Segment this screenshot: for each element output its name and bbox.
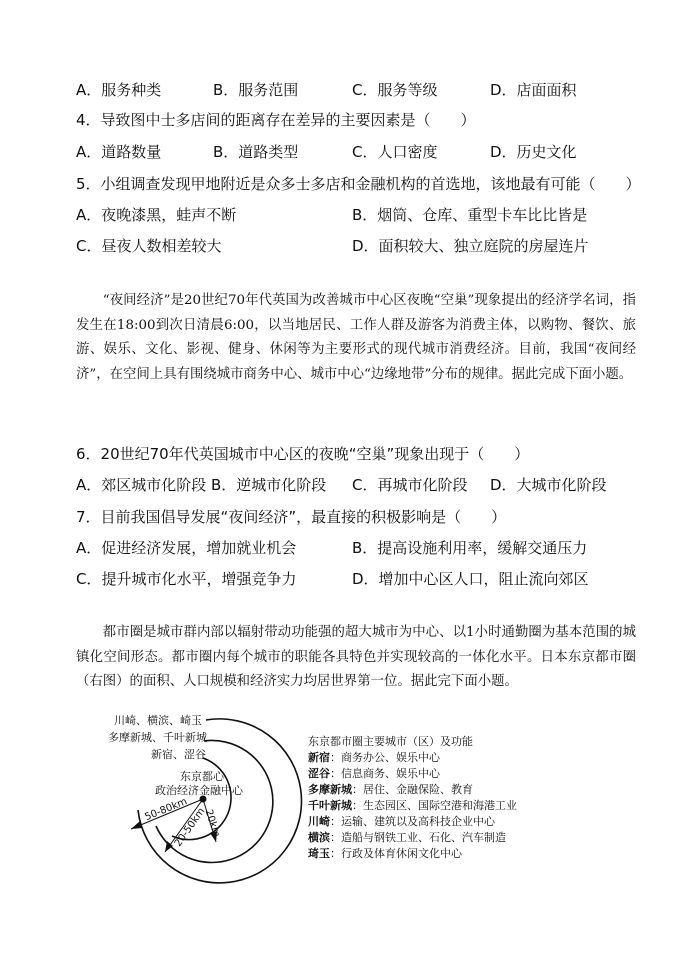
label-tama-chiba: 多摩新城、千叶新城	[108, 731, 207, 744]
legend-item	[308, 846, 517, 862]
legend-item-function: ：信息商务、娱乐中心	[330, 767, 440, 780]
legend-item	[308, 798, 517, 814]
legend-item-name: 横滨	[308, 831, 330, 844]
q6-stem: 6．20世纪70年代英国城市中心区的夜晚“空巢”现象出现于（ ）	[76, 445, 530, 463]
q6-option-d: D．大城市化阶段	[490, 476, 607, 494]
label-20km: 20km	[202, 808, 222, 839]
metro-functions-legend	[308, 734, 517, 862]
legend-item-function: ：生态园区、国际空港和海港工业	[352, 799, 517, 812]
q5-option-c: C．昼夜人数相差较大	[76, 237, 222, 255]
q6-option-b: B．逆城市化阶段	[211, 476, 327, 494]
label-political-economic-center: 政治经济金融中心	[155, 784, 243, 797]
legend-item-name: 多摩新城	[308, 783, 352, 796]
q7-stem: 7．目前我国倡导发展“夜间经济”，最直接的积极影响是（ ）	[76, 508, 507, 526]
q5-option-d: D．面积较大、独立庭院的房屋连片	[352, 237, 589, 255]
passage-night-economy-text: “夜间经济”是20世纪70年代英国为改善城市中心区夜晚“空巢”现象提出的经济学名词，指发生在18:00到次日清晨6:00，以当地居民、工作人群及游客为消费主体，以购物、餐饮、旅游、娱乐、文化、影视、健身、休闲等为主要形式的现代城市消费经济。目前，我国“夜间经济”，在空间上具有围绕城市商务中心、城市中心“边缘地带”分布的规律。据此完成下面小题。	[76, 293, 636, 382]
label-tokyo-center: 东京都心	[180, 770, 224, 783]
q7-option-b: B．提高设施利用率，缓解交通压力	[352, 539, 588, 557]
q4-option-a: A．道路数量	[76, 143, 162, 161]
q5-stem: 5．小组调查发现甲地附近是众多士多店和金融机构的首选地，该地最有可能（ ）	[76, 175, 641, 193]
q4-option-d: D．历史文化	[490, 143, 577, 161]
legend-item-function: ：运输、建筑以及高科技企业中心	[330, 815, 495, 828]
legend-item	[308, 814, 517, 830]
legend-item-function: ：居住、金融保险、教育	[352, 783, 473, 796]
q7-option-c: C．提升城市化水平，增强竞争力	[76, 570, 297, 588]
legend-item-name: 川崎	[308, 815, 330, 828]
q3-option-d: D．店面面积	[490, 81, 577, 99]
q5-option-a: A．夜晚漆黑，蛙声不断	[76, 206, 237, 224]
q6-option-a: A．郊区城市化阶段	[76, 476, 207, 494]
legend-item	[308, 750, 517, 766]
q3-option-a: A．服务种类	[76, 81, 162, 99]
legend-item	[308, 782, 517, 798]
label-50-80km: 50-80km	[143, 796, 189, 824]
legend-item	[308, 766, 517, 782]
legend-title: 东京都市圈主要城市（区）及功能	[308, 735, 473, 748]
passage-metropolitan-area-text: 都市圈是城市群内部以辐射带动功能强的超大城市为中心、以1小时通勤圈为基本范围的城镇化空间形态。都市圈内每个城市的职能各具特色并实现较高的一体化水平。日本东京都市圈（右图）的面积、人口规模和经济实力均居世界第一位。据此完下面小题。	[76, 625, 636, 689]
legend-item	[308, 830, 517, 846]
label-kawasaki-yokohama-saitama: 川崎、横滨、崎玉	[114, 714, 202, 727]
q3-option-c: C．服务等级	[352, 81, 438, 99]
legend-item-name: 涩谷	[308, 767, 330, 780]
label-shinjuku-shibuya: 新宿、涩谷	[151, 748, 206, 761]
legend-item-function: ：行政及体育休闲文化中心	[330, 847, 462, 860]
legend-item-function: ：商务办公、娱乐中心	[330, 751, 440, 764]
legend-item-name: 新宿	[308, 751, 330, 764]
q5-option-b: B．烟筒、仓库、重型卡车比比皆是	[352, 206, 588, 224]
q4-stem: 4．导致图中士多店间的距离存在差异的主要因素是（ ）	[76, 111, 476, 129]
q6-option-c: C．再城市化阶段	[352, 476, 468, 494]
label-20-50km: 20-50km	[172, 806, 208, 849]
q3-option-b: B．服务范围	[213, 81, 299, 99]
legend-item-function: ：造船与钢铁工业、石化、汽车制造	[330, 831, 506, 844]
q7-option-d: D．增加中心区人口，阻止流向郊区	[352, 570, 589, 588]
q4-option-b: B．道路类型	[213, 143, 299, 161]
legend-item-name: 千叶新城	[308, 799, 352, 812]
q4-option-c: C．人口密度	[352, 143, 438, 161]
legend-item-name: 琦玉	[308, 847, 330, 860]
q7-option-a: A．促进经济发展，增加就业机会	[76, 539, 297, 557]
